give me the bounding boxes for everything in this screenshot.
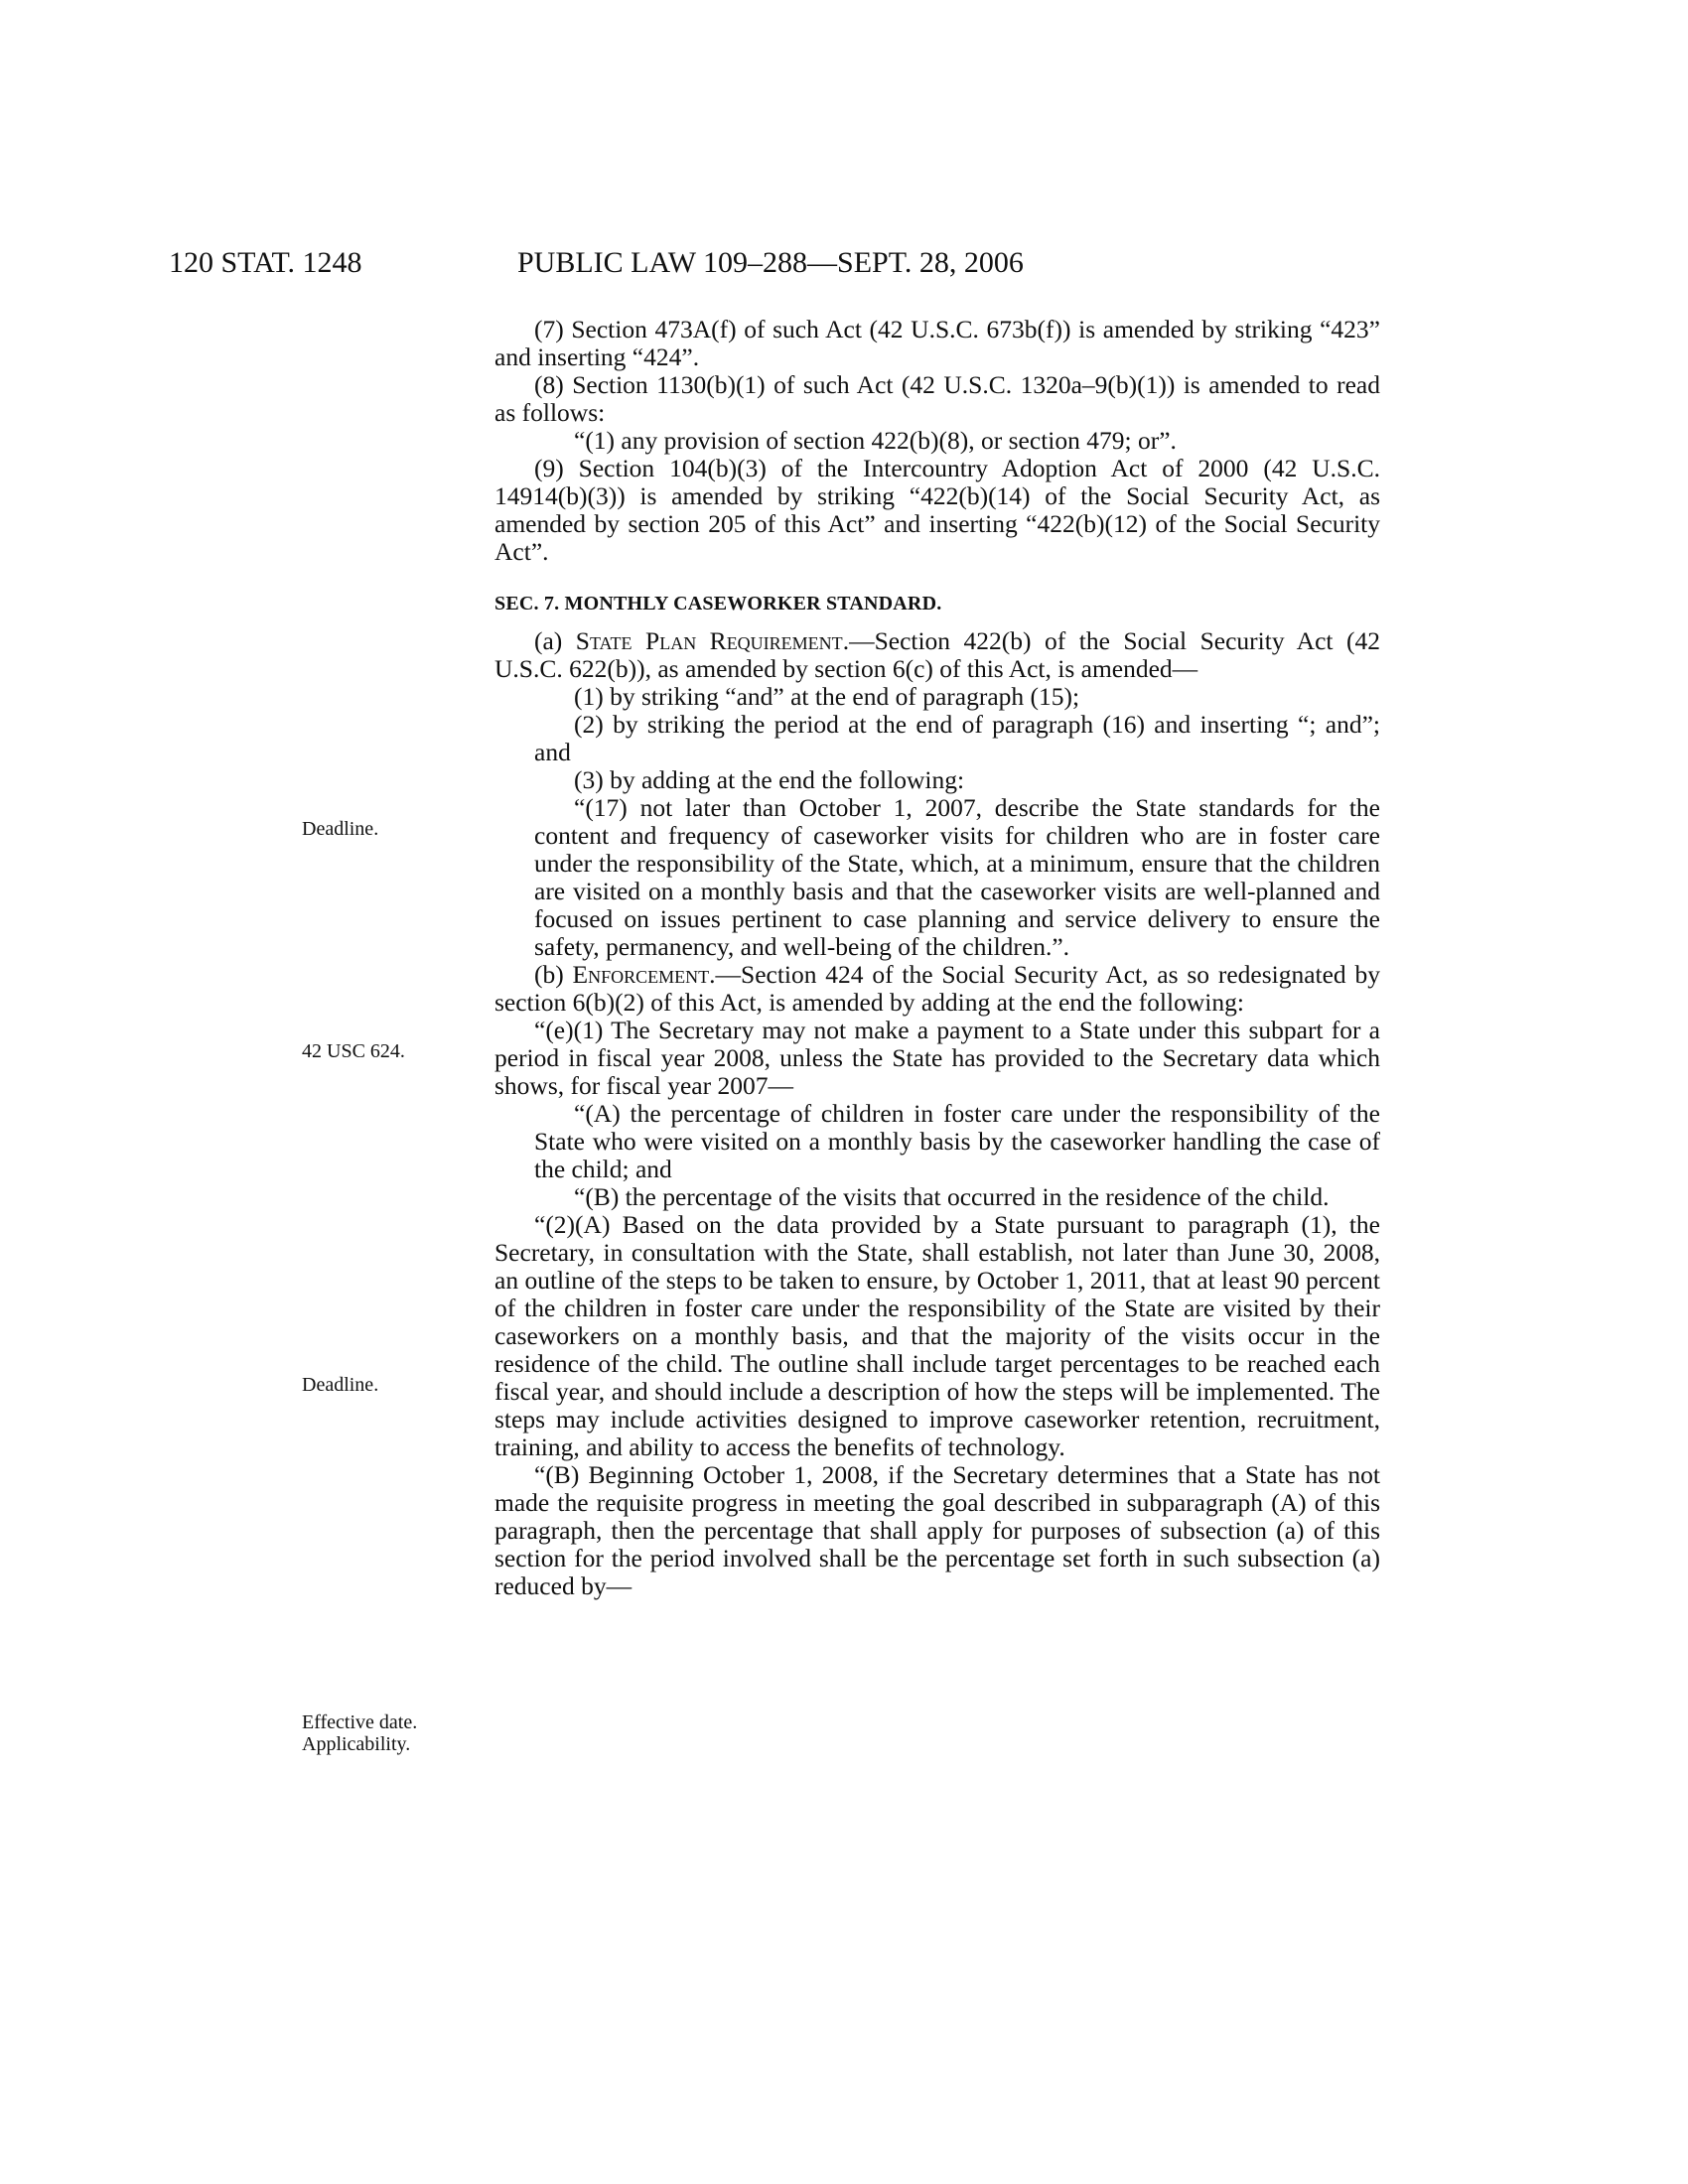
paragraph-8-quoted: “(1) any provision of section 422(b)(8), or section 479; or”. [574,426,1177,455]
subsection-e-1-B: “(B) the percentage of the visits that occurred in the residence of the child. [574,1182,1330,1211]
paragraph-17-quoted: “(17) not later than October 1, 2007, describe the State standards for the content and frequency of caseworker visits for children who are in foster care under the responsibility of the State, which, at a minimum, ensure that the children are visited on a monthly basis and that the caseworker visits are well-planned and focused on issues pertinent to case planning and service delivery to ensure the safety, permanency, and well-being of the children.”. [534,793,1380,961]
paragraph-9: (9) Section 104(b)(3) of the Intercountry Adoption Act of 2000 (42 U.S.C. 14914(b)(3)) is amended by striking “422(b)(14) of the Social Security Act, as amended by section 205 of this Act” and inserting “422(b)(12) of the Social Security Act”. [494,454,1380,566]
subsection-a-label: (a) [534,626,576,655]
margin-note-applicability: Applicability. [302,1733,411,1755]
subsection-e-2-B: “(B) Beginning October 1, 2008, if the Secretary determines that a State has not made the requisite progress in meeting the goal described in subparagraph (A) of this paragraph, then the percentage that shall apply for purposes of subsection (a) of this section for the period involved shall be the percentage set forth in such subsection (a) reduced by— [494,1460,1380,1600]
paragraph-7: (7) Section 473A(f) of such Act (42 U.S.C. 673b(f)) is amended by striking “423” and inserting “424”. [494,315,1380,371]
subsection-b-text: .—Section 424 of the Social Security Act, as so redesignated by section 6(b)(2) of this Act, is amended by adding at the end the following: [494,960,1380,1017]
stat-page-number: 120 STAT. 1248 [169,246,362,279]
statute-body [494,316,1380,1600]
subsection-e-1: “(e)(1) The Secretary may not make a payment to a State under this subpart for a period in fiscal year 2008, unless the State has provided to the Secretary data which shows, for fiscal year 2007— [494,1016,1380,1100]
section-heading: SEC. 7. MONTHLY CASEWORKER STANDARD. [494,593,942,614]
subsection-a [494,627,1380,683]
subsection-e-1-A: “(A) the percentage of children in foster care under the responsibility of the State who were visited on a monthly basis by the caseworker handling the case of the child; and [534,1099,1380,1183]
running-header [0,246,1688,286]
subsection-b [494,961,1380,1017]
subsection-b-heading: Enforcement [572,960,710,989]
margin-note-effective-date: Effective date. [302,1711,418,1733]
running-title: PUBLIC LAW 109–288—SEPT. 28, 2006 [517,246,1024,279]
margin-note-deadline: Deadline. [302,818,379,840]
subsection-b-label: (b) [534,960,573,989]
subsection-a-item-1: (1) by striking “and” at the end of paragraph (15); [574,682,1080,711]
subsection-a-heading: State Plan Requirement [575,626,843,655]
margin-note-usc: 42 USC 624. [302,1040,405,1062]
margin-note-deadline: Deadline. [302,1374,379,1396]
subsection-a-item-3: (3) by adding at the end the following: [574,765,965,794]
paragraph-8: (8) Section 1130(b)(1) of such Act (42 U.S.C. 1320a–9(b)(1)) is amended to read as follows: [494,370,1380,427]
subsection-e-2-A: “(2)(A) Based on the data provided by a State pursuant to paragraph (1), the Secretary, in consultation with the State, shall establish, not later than June 30, 2008, an outline of the steps to be taken to ensure, by October 1, 2011, that at least 90 percent of the children in foster care under the responsibility of the State are visited by their caseworkers on a monthly basis, and that the majority of the visits occur in the residence of the child. The outline shall include target percentages to be reached each fiscal year, and should include a description of how the steps will be implemented. The steps may include activities designed to improve caseworker retention, recruitment, training, and ability to access the benefits of technology. [494,1210,1381,1461]
subsection-a-text: .—Section 422(b) of the Social Security Act (42 U.S.C. 622(b)), as amended by section 6(c) of this Act, is amended— [494,626,1380,683]
subsection-a-item-2: (2) by striking the period at the end of paragraph (16) and inserting “; and”; and [534,710,1380,766]
